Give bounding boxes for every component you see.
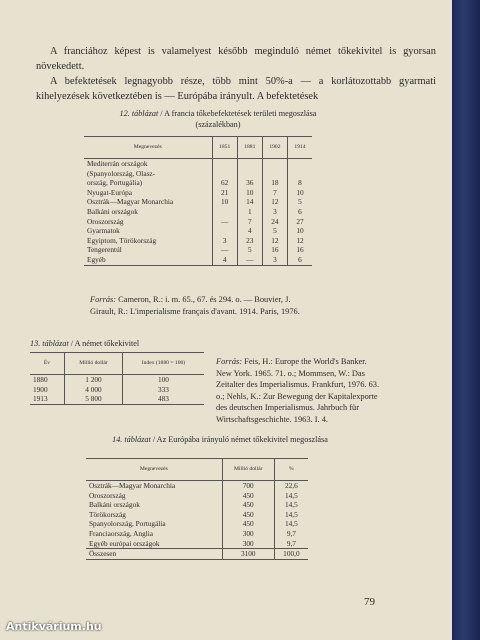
table12-cell: 12 [262,236,287,246]
table14-cell: 450 [222,491,274,501]
table12-caption-number: 12. táblázat [119,109,159,118]
table14-cell: 300 [222,529,274,539]
table12-cell [288,169,313,179]
table13-cell: 1900 [30,385,64,395]
table-row [84,178,312,188]
table12-cell [237,169,262,179]
table12-cell: 5 [298,197,302,207]
table12-cell: 36 [237,178,262,188]
table12-cell: Osztrák—Magyar Monarchia [84,197,212,207]
table-row [84,245,312,255]
table12-cell: 4 [237,226,262,236]
table14-cell: Oroszország [86,491,222,501]
table12-cell: Balkáni országok [84,207,212,217]
table12-cell: 7 [237,217,262,227]
table-row [30,385,204,395]
paragraph-2-text: A befektetések legnagyobb része, több mint 50%-a — a korlátozottabb gyarmati kihelyezések következtében is — Európába irányult. A befektetések [36,76,436,102]
table13-cell: 100 [157,375,169,384]
table13-source-label: Forrás: [216,357,243,366]
table13-cell: 4 000 [64,385,122,395]
table12-source-text: Cameron, R.: i. m. 65., 67. és 294. o. — Bouvier, J. Girault, R.: L'imperialisme français d'avant. 1914. Paris, 1976. [90,295,300,316]
table12-cell: 23 [237,236,262,246]
table14-cell: Franciaország, Anglia [86,529,222,539]
table13-cell: 1880 [30,375,64,385]
table12-caption [118,108,318,130]
table14-cell: 14,5 [285,509,298,519]
table12-cell: 16 [296,245,304,255]
table13-caption-number: 13. táblázat [30,339,69,348]
table12-cell: 14 [237,197,262,207]
table14-cell: 450 [222,519,274,529]
table-row [84,169,312,179]
page-number: 79 [364,596,375,608]
table12 [84,136,312,266]
table13-cell: 1 200 [64,375,122,385]
table-row [30,394,204,404]
table14-cell: 9,7 [286,538,296,548]
table12-cell: 8 [298,178,302,188]
table12-cell: Egyéb [84,255,212,265]
table12-cell: 3 [262,255,287,265]
table-row [84,255,312,265]
table-row [86,510,308,520]
table12-cell [262,159,287,169]
table12-cell [212,169,237,179]
table12-header-0: Megnevezés [84,137,212,159]
table13-cell: 1913 [30,394,64,404]
table12-cell [288,159,313,169]
table14-cell: Egyéb európai országok [86,539,222,549]
table14-cell: Törökország [86,510,222,520]
table12-cell: 1 [237,207,262,217]
table-row [84,217,312,227]
table12-cell: 4 [212,255,237,265]
table13-caption-text: / A német tőkekivitel [70,339,140,348]
table14-header-0: Megnevezés [86,459,222,481]
table12-cell: 6 [288,255,313,265]
table13-caption [30,338,200,349]
table12-cell: 21 [212,188,237,198]
table14-cell: 14,5 [285,500,298,510]
table14-cell: 22,6 [285,481,298,490]
table12-cell: 24 [262,217,287,227]
table-row [86,519,308,529]
table12-header-2: 1881 [237,137,262,159]
table-row [84,226,312,236]
table12-cell: 10 [212,197,237,207]
table12-cell: 18 [262,178,287,188]
table14-caption-text: / Az Európába irányuló német tőkekivitel megoszlása [152,435,328,444]
table12-cell: 5 [237,245,262,255]
table12-cell: — [237,255,262,265]
table14-cell: Osztrák—Magyar Monarchia [86,481,222,491]
book-cover-edge [452,0,480,640]
table12-cell: 3 [262,207,287,217]
table14-total-cell: Összesen [86,549,222,560]
table-row [84,159,312,169]
table12-cell: 10 [296,187,304,197]
table14-cell: 450 [222,510,274,520]
table14 [86,458,308,560]
table12-cell: 12 [262,197,287,207]
table12-cell: 7 [262,188,287,198]
table13-cell: 483 [122,394,204,404]
table13-header-1: Millió dollár [64,353,122,375]
table-row [84,236,312,246]
table12-header-3: 1902 [262,137,287,159]
watermark: Antikvárium.hu [6,620,102,633]
table12-cell: 10 [296,226,304,236]
table12-cell: 6 [298,206,302,216]
table12-header-1: 1851 [212,137,237,159]
table12-cell: 5 [262,226,287,236]
table12-cell: Tengerentúl [84,245,212,255]
table14-cell: 14,5 [285,519,298,529]
table14-cell: Balkáni országok [86,500,222,510]
table12-cell: Mediterrán országok [84,159,212,169]
table-row [86,529,308,539]
table14-caption [100,434,340,445]
table12-cell: 62 [212,178,237,188]
table12-cell [212,159,237,169]
table-row [86,539,308,549]
table12-cell: 10 [237,188,262,198]
table-row [84,207,312,217]
table12-source-label: Forrás: [90,295,117,304]
table12-cell: 16 [262,245,287,255]
table-row [86,481,308,491]
table12-cell: (Spanyolország, Olasz- [84,169,212,179]
table-row [84,188,312,198]
table12-header-4: 1914 [288,137,313,159]
table13-source-text: Feis, H.: Europe the World's Banker. New York. 1965. 71. o.; Mommsen, W.: Das Zeitalter des Imperialismus. Frankfurt, 1976. 63. o.; Nehls, K.: Zur Bewegung der Kapitalexporte des deutschen Imperialismus. Jahrbuch für Wirtschaftsgeschichte. 1963. I. 4. [216,357,380,424]
table12-cell [237,159,262,169]
paragraph-1 [36,44,436,74]
table12-cell: 12 [296,235,304,245]
table12-cell: 27 [296,216,304,226]
table14-cell: 14,5 [285,490,298,500]
table-row [30,375,204,385]
table14-cell: 700 [222,481,274,491]
table12-cell: Oroszország [84,217,212,227]
table14-cell: 450 [222,500,274,510]
table12-cell: Nyugat-Európa [84,188,212,198]
table12-cell: ország, Portugália) [84,178,212,188]
table12-cell [212,207,237,217]
table12-source [90,294,314,317]
table13-source [216,356,380,425]
table14-total-cell: 100,0 [274,549,308,560]
table13-header-0: Év [30,353,64,375]
table-row [84,197,312,207]
table14-caption-number: 14. táblázat [112,435,151,444]
table12-cell: 3 [212,236,237,246]
table14-total-cell: 3100 [222,549,274,560]
table14-cell: 9,7 [286,528,296,538]
table12-cell: Egyiptom, Törökország [84,236,212,246]
table13-cell: 333 [157,384,169,394]
paragraph-1-text: A franciához képest is valamelyest később meginduló német tőkekivitel is gyorsan növekedett. [36,46,436,72]
table12-cell: — [212,245,237,255]
table14-cell: 300 [222,539,274,549]
table13 [30,352,204,405]
table-row [86,491,308,501]
table14-total-row [86,549,308,560]
table-row [86,500,308,510]
table14-header-1: Millió dollár [222,459,274,481]
table13-cell: 5 800 [64,394,122,404]
table13-header-2: Index (1880 = 100) [122,353,204,375]
table14-header-2: % [274,459,308,481]
table12-caption-text: / A francia tőkebefektetések területi megoszlása (százalékban) [160,109,317,129]
paragraph-2 [36,74,436,104]
table12-cell: — [212,217,237,227]
table14-cell: Spanyolország, Portugália [86,519,222,529]
table12-cell [212,226,237,236]
table12-cell [262,169,287,179]
table12-cell: Gyarmatok [84,226,212,236]
